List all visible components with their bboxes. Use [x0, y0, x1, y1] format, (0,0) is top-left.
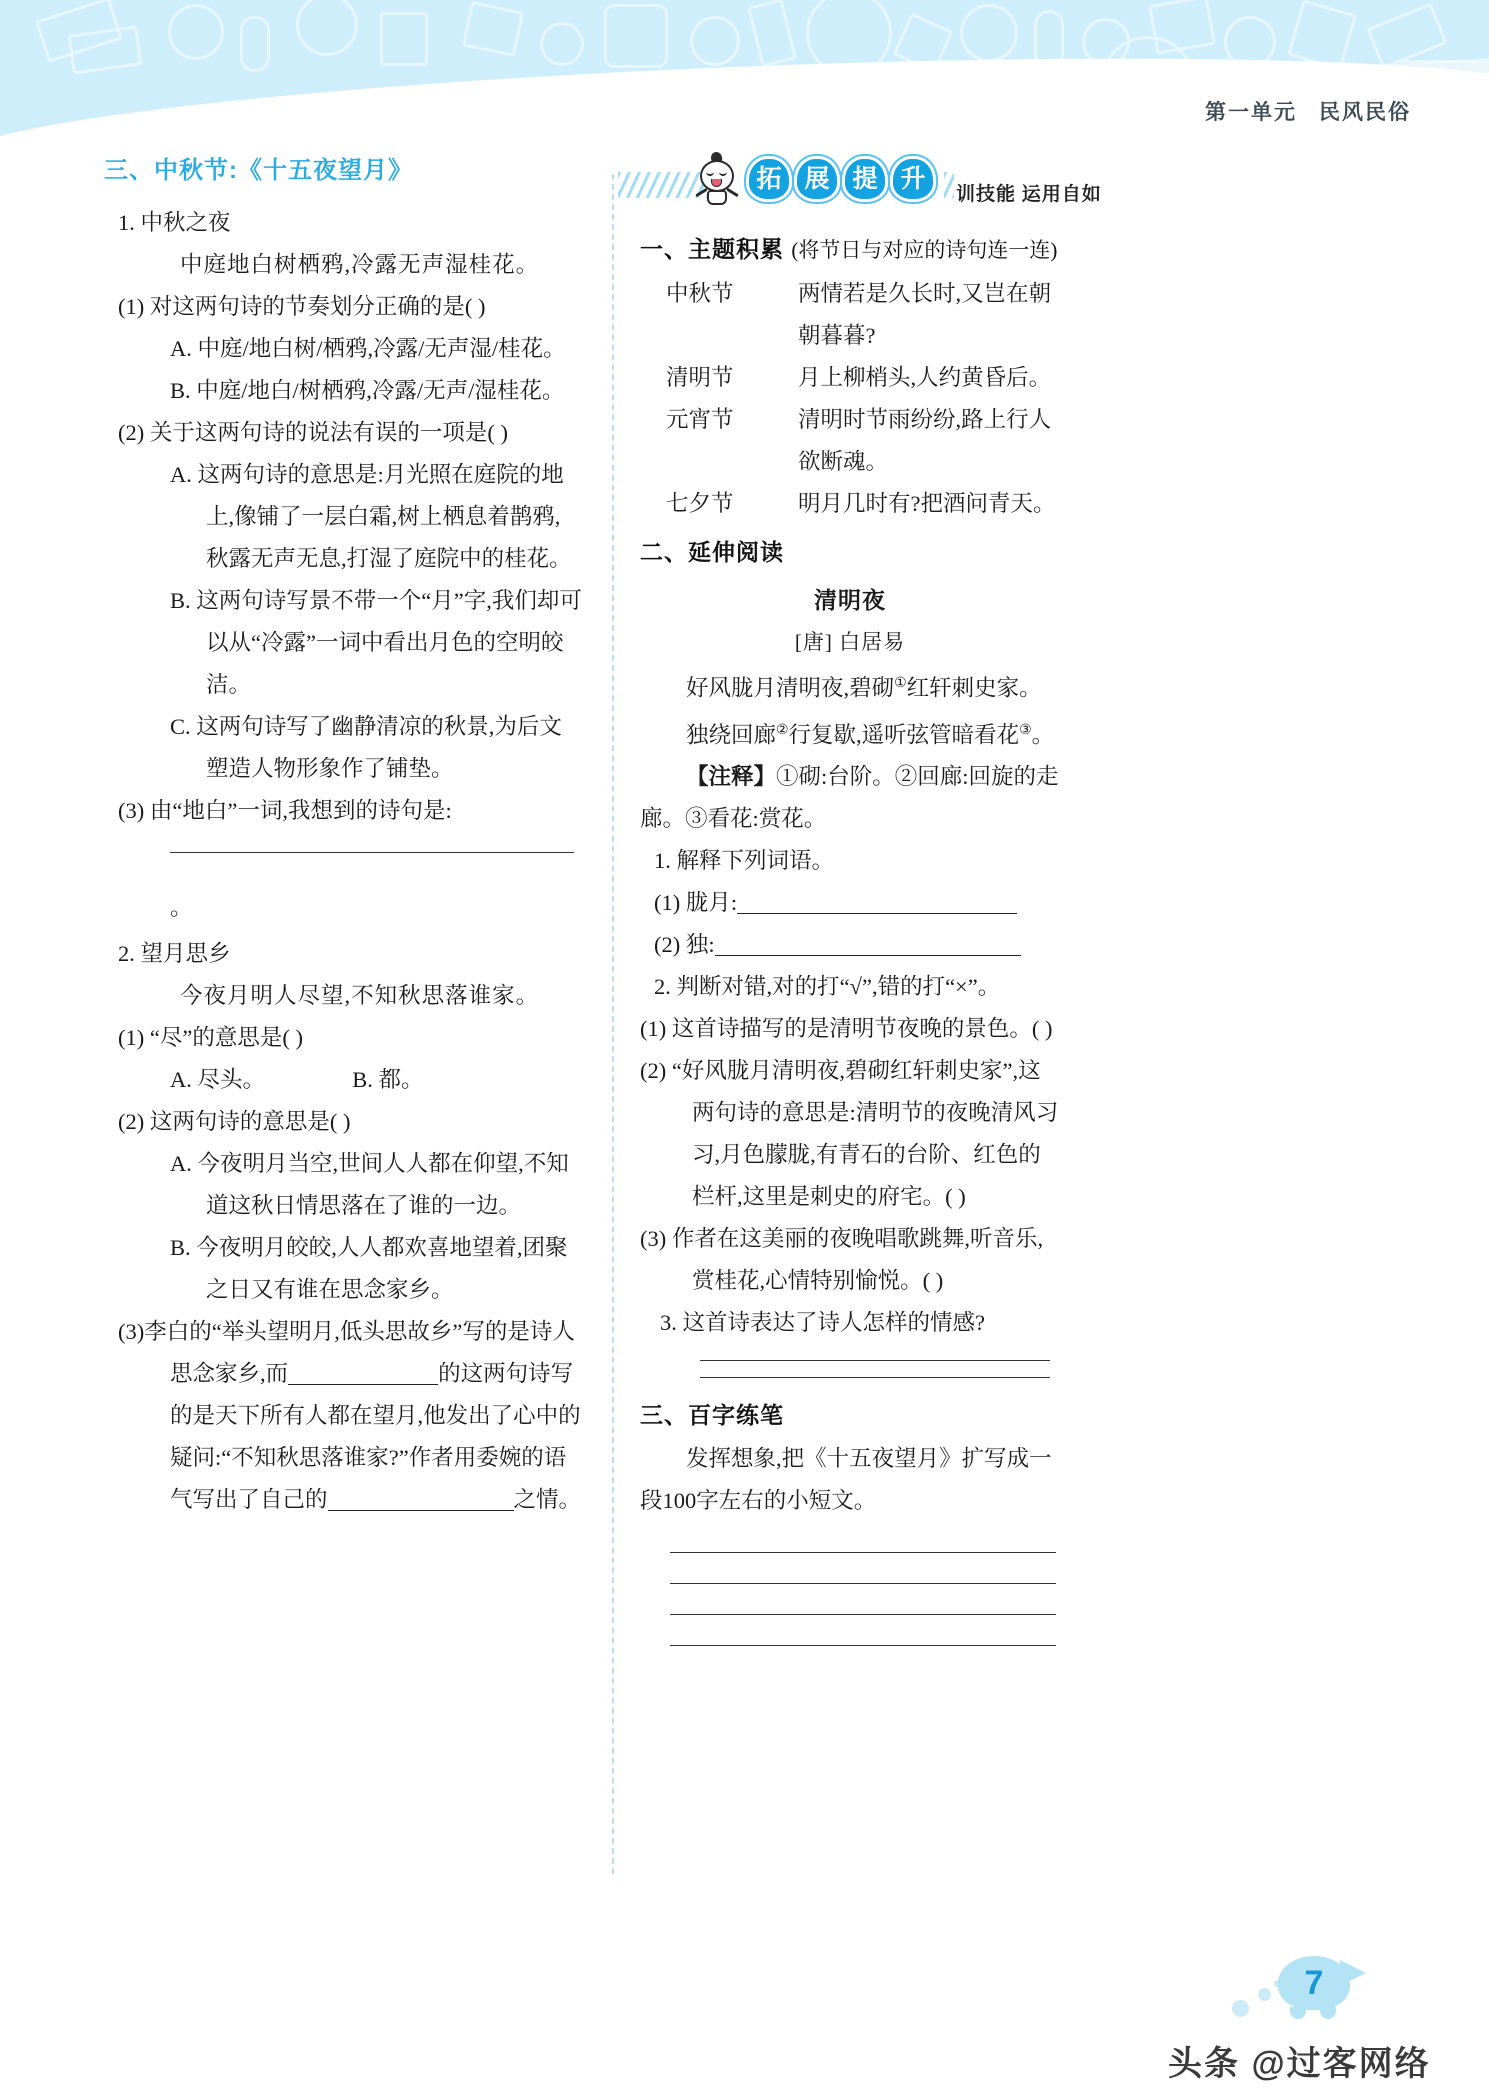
poem-line1-part-b: 红轩刺史家。 — [906, 675, 1042, 701]
left-q6-text-a: 李白的“举头望明月,低头思故乡”写的是诗人思念家乡,而 — [144, 1319, 575, 1386]
left-q2 — [118, 412, 582, 454]
option-key: C. — [170, 714, 191, 739]
poem-line1-part-a: 好风胧月清明夜,碧砌 — [686, 675, 895, 701]
watermark: 头条 @过客网络 — [1168, 2045, 1431, 2083]
banner-title — [746, 156, 936, 202]
left-q5 — [118, 1101, 582, 1143]
match-line: 清明时节雨纷纷,路上行人欲断魂。 — [798, 407, 1052, 474]
left-q3-answer-line[interactable] — [170, 852, 574, 853]
left-q2-text: 关于这两句诗的说法有误的一项是( ) — [149, 420, 508, 445]
option-key: B. — [352, 1067, 373, 1092]
right-q3-answer-line-2[interactable] — [700, 1377, 1050, 1378]
right-q2-item-1[interactable] — [640, 1008, 1060, 1050]
left-q5-label: (2) — [118, 1109, 145, 1134]
section-banner — [618, 150, 1102, 212]
option-text: 尽头。 — [197, 1067, 266, 1092]
writing-line-2[interactable] — [670, 1583, 1056, 1584]
left-item2-label: 2. 望月思乡 — [118, 941, 231, 966]
left-q5-option-a[interactable] — [170, 1143, 582, 1227]
option-key: A. — [170, 1067, 192, 1092]
right-q1-answer-1[interactable] — [737, 913, 1017, 914]
page-body — [0, 150, 1489, 1940]
footnote-marker-1: ① — [894, 676, 907, 691]
option-key: B. — [170, 1235, 191, 1260]
match-line: 两情若是久长时,又岂在朝朝暮暮? — [798, 281, 1052, 348]
notes-text: ①砌:台阶。②回廊:回旋的走廊。③看花:赏花。 — [640, 764, 1059, 831]
left-q6-blank-2[interactable] — [328, 1510, 514, 1511]
match-row[interactable] — [666, 483, 1060, 525]
left-q5-text: 这两句诗的意思是( ) — [149, 1109, 351, 1134]
item-text: “好风胧月清明夜,碧砌红轩刺史家”,这两句诗的意思是:清明节的夜晚清风习习,月色朦胧,有青石的台阶、红色的栏杆,这里是刺史的府宅。( ) — [671, 1058, 1059, 1209]
option-text: 都。 — [378, 1067, 424, 1092]
reading-poem-author: [唐] 白居易 — [794, 630, 906, 654]
left-q1-label: (1) — [118, 294, 145, 319]
item-label: (1) — [654, 890, 681, 915]
right-section3-title: 三、百字练笔 — [640, 1402, 784, 1428]
right-q2-item-3[interactable] — [640, 1218, 1060, 1302]
right-q2-item-2[interactable] — [640, 1050, 1060, 1218]
item-text: 这首诗描写的是清明节夜晚的景色。( ) — [671, 1016, 1053, 1041]
left-q1-option-b[interactable] — [170, 370, 582, 412]
item-text: 独: — [685, 932, 715, 957]
reading-notes — [640, 756, 1060, 840]
footnote-marker-2: ② — [776, 722, 789, 738]
option-key: A. — [170, 462, 192, 487]
match-row[interactable] — [666, 357, 1060, 399]
left-q4-label: (1) — [118, 1025, 145, 1050]
left-q4 — [118, 1017, 582, 1059]
decorative-header-band — [0, 0, 1489, 150]
left-section-title: 三、中秋节:《十五夜望月》 — [104, 157, 413, 184]
page-number: 7 — [1304, 1963, 1324, 2002]
banner-char-2: 展 — [794, 156, 840, 202]
right-section1-title — [640, 228, 1060, 271]
left-q2-option-a[interactable] — [170, 454, 582, 580]
left-q1-text: 对这两句诗的节奏划分正确的是( ) — [149, 294, 486, 319]
left-q2-option-b[interactable] — [170, 580, 582, 706]
option-key: A. — [170, 336, 192, 361]
item-label: (3) — [640, 1226, 667, 1251]
left-q5-option-b[interactable] — [170, 1227, 582, 1311]
right-q1-item-1 — [654, 882, 1060, 924]
left-q1-option-a[interactable] — [170, 328, 582, 370]
option-key: B. — [170, 378, 191, 403]
notes-label: 【注释】 — [686, 764, 777, 789]
poem-line2-part-a: 独绕回廊 — [686, 722, 777, 747]
right-q1-answer-2[interactable] — [715, 955, 1021, 956]
right-q3-label: 3. 这首诗表达了诗人怎样的情感? — [660, 1310, 985, 1335]
page-header-title — [1205, 96, 1411, 126]
match-festival: 元宵节 — [666, 407, 734, 432]
option-text: 今夜明月当空,世间人人都在仰望,不知道这秋日情思落在了谁的一边。 — [197, 1151, 569, 1218]
poem-line2-part-b: 行复歇,遥听弦管暗看花 — [788, 722, 1020, 747]
option-text: 今夜明月皎皎,人人都欢喜地望着,团聚之日又有谁在思念家乡。 — [196, 1235, 568, 1302]
left-q6-label: (3) — [118, 1319, 145, 1344]
left-q6-blank-1[interactable] — [288, 1384, 438, 1385]
left-q3-tail: 。 — [170, 895, 193, 920]
right-q2-label: 2. 判断对错,对的打“√”,错的打“×”。 — [654, 974, 1001, 999]
left-q3 — [118, 790, 582, 832]
banner-subtitle: 训技能 运用自如 — [954, 172, 1104, 218]
bubble-large-icon — [1232, 2000, 1249, 2017]
banner-char-4: 升 — [890, 156, 936, 202]
left-q6-text-c: 之情。 — [513, 1487, 582, 1512]
writing-line-3[interactable] — [670, 1614, 1056, 1615]
match-line: 明月几时有?把酒问青天。 — [798, 491, 1056, 516]
banner-char-3: 提 — [842, 156, 888, 202]
poem-line2-part-c: 。 — [1031, 722, 1055, 747]
footnote-marker-3: ③ — [1019, 722, 1032, 738]
item-label: (1) — [640, 1016, 667, 1041]
left-column — [104, 150, 582, 1521]
right-section3-text: 发挥想象,把《十五夜望月》扩写成一段100字左右的小短文。 — [640, 1446, 1052, 1513]
left-q2-option-c[interactable] — [170, 706, 582, 790]
page-number-whale-icon — [1278, 1950, 1374, 2014]
reading-poem-title: 清明夜 — [814, 587, 886, 613]
item-label: (2) — [654, 932, 681, 957]
item-label: (2) — [640, 1058, 667, 1083]
left-item1-label: 1. 中秋之夜 — [118, 210, 231, 235]
left-q3-label: (3) — [118, 798, 145, 823]
reading-poem-line-2 — [640, 710, 1060, 757]
right-q1-label: 1. 解释下列词语。 — [654, 848, 835, 873]
option-key: B. — [170, 588, 191, 613]
option-text: 这两句诗的意思是:月光照在庭院的地上,像铺了一层白霜,树上栖息着鹊鸦,秋露无声无息,打湿了庭院中的桂花。 — [197, 462, 572, 571]
right-section1-label: 一、主题积累 — [640, 236, 784, 262]
bubble-medium-icon — [1258, 1988, 1271, 2001]
writing-line-4[interactable] — [670, 1645, 1056, 1646]
option-text: 中庭/地白/树栖鸦,冷露/无声/湿桂花。 — [196, 378, 565, 403]
right-column — [640, 150, 1102, 1676]
match-festival: 清明节 — [666, 365, 734, 390]
right-section2-title: 二、延伸阅读 — [640, 539, 784, 565]
writing-line-1[interactable] — [670, 1552, 1056, 1553]
match-festival: 中秋节 — [666, 281, 734, 306]
left-q2-label: (2) — [118, 420, 145, 445]
option-text: 这两句诗写了幽静清凉的秋景,为后文塑造人物形象作了铺垫。 — [196, 714, 562, 781]
right-q1-item-2 — [654, 924, 1060, 966]
item-text: 作者在这美丽的夜晚唱歌跳舞,听音乐,赏桂花,心情特别愉悦。( ) — [671, 1226, 1044, 1293]
left-q4-options-row — [170, 1059, 582, 1101]
banner-char-1: 拓 — [746, 156, 792, 202]
right-section1-note: (将节日与对应的诗句连一连) — [791, 238, 1058, 262]
left-q6-text-b: 的这两句诗写的是天下所有人都在望月,他发出了心中的疑问:“不知秋思落谁家?”作者用委婉的语气写出了自己的 — [170, 1361, 581, 1512]
left-q4-option-a[interactable] — [170, 1067, 265, 1092]
left-q4-option-b[interactable] — [352, 1067, 423, 1092]
left-q4-text: “尽”的意思是( ) — [149, 1025, 303, 1050]
page-footer — [0, 1940, 1489, 2088]
left-q1 — [118, 286, 582, 328]
header-topic: 民风民俗 — [1319, 101, 1411, 124]
item-text: 胧月: — [685, 890, 738, 915]
mascot-icon — [696, 154, 740, 206]
left-q3-text: 由“地白”一词,我想到的诗句是: — [149, 798, 452, 823]
right-q3-answer-line-1[interactable] — [700, 1360, 1050, 1361]
left-item1-poem: 中庭地白树栖鸦,冷露无声湿桂花。 — [180, 252, 540, 277]
match-row[interactable] — [666, 273, 1060, 357]
column-divider — [612, 174, 614, 1874]
match-row[interactable] — [666, 399, 1060, 483]
match-festival: 七夕节 — [666, 491, 734, 516]
option-key: A. — [170, 1151, 192, 1176]
left-item2-poem: 今夜月明人尽望,不知秋思落谁家。 — [180, 983, 540, 1008]
option-text: 这两句诗写景不带一个“月”字,我们却可以从“冷露”一词中看出月色的空明皎洁。 — [196, 588, 582, 697]
header-unit: 第一单元 — [1205, 101, 1297, 124]
match-line: 月上柳梢头,人约黄昏后。 — [798, 365, 1052, 390]
left-q6 — [118, 1311, 582, 1521]
reading-poem-line-1 — [640, 663, 1060, 710]
option-text: 中庭/地白树/栖鸦,冷露/无声湿/桂花。 — [197, 336, 566, 361]
